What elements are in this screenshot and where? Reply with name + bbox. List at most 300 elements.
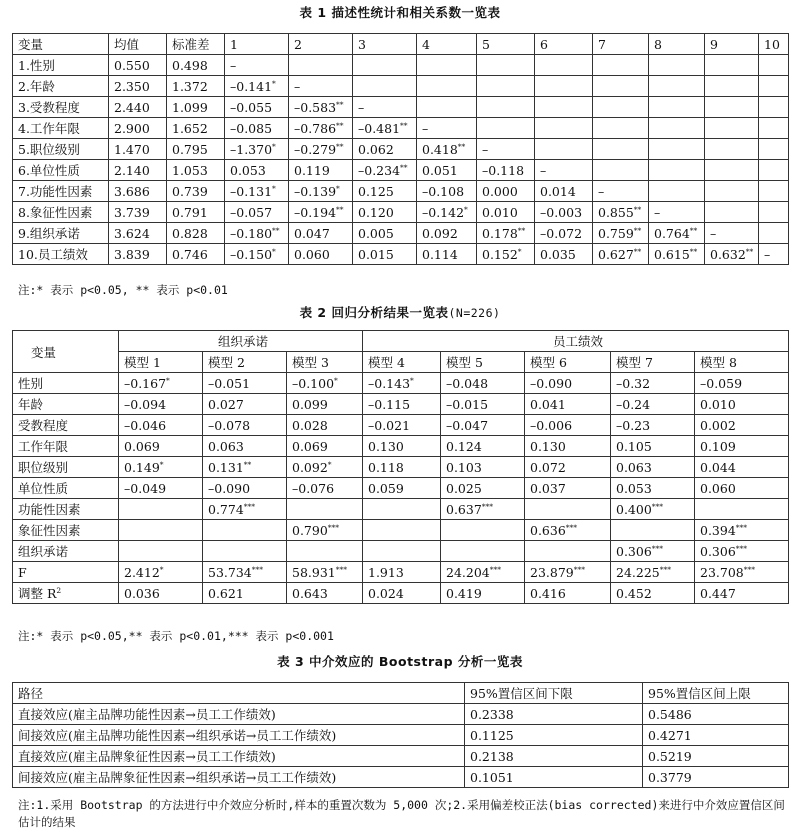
table-cell: 0.005 [353,223,417,244]
table-row [13,457,789,478]
table-cell: 0.418** [417,139,477,160]
table-cell: 1.372 [167,76,225,97]
table-row [13,725,789,746]
table-cell: –0.142* [417,202,477,223]
table-cell: – [649,202,705,223]
table1-note: 注:* 表示 p<0.05, ** 表示 p<0.01 [18,283,228,297]
table-cell [593,139,649,160]
group-header-performance: 员工绩效 [363,331,789,352]
significance-marker: ** [336,99,344,109]
significance-marker: * [464,204,468,214]
table-cell: –0.118 [477,160,535,181]
row-label: 6.单位性质 [13,160,109,181]
table-cell: 0.010 [477,202,535,223]
table-cell: 0.419 [441,583,525,604]
table-cell: 2.440 [109,97,167,118]
table-row [13,478,789,499]
table-cell: 0.394*** [695,520,789,541]
significance-marker: * [272,183,276,193]
table-cell [535,97,593,118]
table-cell: 0.109 [695,436,789,457]
table-cell: 0.028 [287,415,363,436]
table-cell: 0.010 [695,394,789,415]
table3-note: 注:1.采用 Bootstrap 的方法进行中介效应分析时,样本的重置次数为 5,000 次;2.采用偏差校正法(bias corrected)来进行中介效应置信区间估计的结果 [18,798,785,829]
table-cell: 0.452 [611,583,695,604]
table-cell [287,499,363,520]
table-cell: 0.416 [525,583,611,604]
table-cell: 0.118 [363,457,441,478]
table-cell: 0.152* [477,244,535,265]
significance-marker: ** [633,246,642,256]
table-cell: 3.739 [109,202,167,223]
significance-marker: *** [651,543,664,553]
table-cell: 0.795 [167,139,225,160]
table-cell: – [477,139,535,160]
table-row [13,436,789,457]
table-cell: 0.828 [167,223,225,244]
table-row [13,520,789,541]
table-cell: 3.839 [109,244,167,265]
table-cell: 0.615** [649,244,705,265]
table-cell: 0.051 [417,160,477,181]
table-cell: 0.000 [477,181,535,202]
table-cell [705,181,759,202]
significance-marker: ** [336,204,344,214]
table-cell [119,499,203,520]
model-header: 模型 6 [525,352,611,373]
table-cell [353,55,417,76]
significance-marker: *** [565,522,578,532]
significance-marker: *** [251,564,263,574]
table-cell: –0.481** [353,118,417,139]
table-cell [705,118,759,139]
table-cell: 0.041 [525,394,611,415]
column-header: 1 [225,34,289,55]
table-cell: 0.550 [109,55,167,76]
table-cell [353,76,417,97]
table-cell: – [759,244,789,265]
table-cell: –0.015 [441,394,525,415]
table-row [13,499,789,520]
table-cell: 0.063 [203,436,287,457]
table-cell: 0.037 [525,478,611,499]
descriptive-stats-table [12,33,789,265]
table-cell: 0.447 [695,583,789,604]
table2-note: 注:* 表示 p<0.05,** 表示 p<0.01,*** 表示 p<0.001 [18,629,334,643]
table-cell [649,76,705,97]
significance-marker: *** [327,522,340,532]
model-header: 模型 8 [695,352,789,373]
variable-header: 变量 [13,331,119,373]
column-header: 95%置信区间上限 [643,683,789,704]
table-cell: 0.092 [417,223,477,244]
table-cell: 0.400*** [611,499,695,520]
significance-marker: ** [689,225,698,235]
table-cell: 0.5219 [643,746,789,767]
table2-caption-title: 表 2 回归分析结果一览表 [299,305,449,320]
table-cell: 0.105 [611,436,695,457]
significance-marker: ** [272,225,280,235]
table-cell: 1.470 [109,139,167,160]
row-label: 象征性因素 [13,520,119,541]
table-cell: – [353,97,417,118]
table-cell: 0.025 [441,478,525,499]
path-label: 间接效应(雇主品牌功能性因素→组织承诺→员工工作绩效) [13,725,465,746]
table-cell: –0.006 [525,415,611,436]
table-cell: –0.32 [611,373,695,394]
table-cell: 0.053 [225,160,289,181]
table-cell: 0.746 [167,244,225,265]
table-cell [759,76,789,97]
table-cell: 0.120 [353,202,417,223]
table-cell: –1.370* [225,139,289,160]
significance-marker: * [327,459,332,469]
table-cell [593,160,649,181]
significance-marker: * [272,78,276,88]
table-header-row [13,331,789,352]
table-cell [535,76,593,97]
table-cell: –0.021 [363,415,441,436]
table-cell [759,202,789,223]
table-cell: 0.178** [477,223,535,244]
column-header: 3 [353,34,417,55]
row-label: 调整 $R^2$ [13,583,119,604]
column-header: 4 [417,34,477,55]
table-cell: –0.115 [363,394,441,415]
significance-marker: ** [243,459,252,469]
table-cell [119,541,203,562]
table-cell: –0.003 [535,202,593,223]
row-label: 8.象征性因素 [13,202,109,223]
table-cell: 0.059 [363,478,441,499]
table-cell: 0.131** [203,457,287,478]
table-header-row [13,34,789,55]
model-header-row [13,352,789,373]
table-row [13,541,789,562]
table-row [13,583,789,604]
table-cell: 0.125 [353,181,417,202]
significance-marker: * [272,246,276,256]
column-header: 95%置信区间下限 [465,683,643,704]
model-header: 模型 2 [203,352,287,373]
table-cell [759,55,789,76]
significance-marker: * [517,246,522,256]
table-cell [203,541,287,562]
table-cell [705,55,759,76]
table-cell: –0.094 [119,394,203,415]
table-row [13,76,789,97]
table-cell: 0.4271 [643,725,789,746]
table-cell: 23.708*** [695,562,789,583]
table-cell: 0.063 [611,457,695,478]
model-header: 模型 1 [119,352,203,373]
table-cell: 53.734*** [203,562,287,583]
significance-marker: ** [517,225,526,235]
table-cell: 0.044 [695,457,789,478]
table-cell: – [705,223,759,244]
table-cell [417,76,477,97]
table-cell: 2.900 [109,118,167,139]
row-label: 5.职位级别 [13,139,109,160]
table-row [13,160,789,181]
significance-marker: *** [243,501,256,511]
table-cell: 0.062 [353,139,417,160]
column-header: 9 [705,34,759,55]
significance-marker: * [336,183,340,193]
table-cell [535,118,593,139]
table-cell: –0.167* [119,373,203,394]
path-label: 直接效应(雇主品牌功能性因素→员工工作绩效) [13,704,465,725]
table-cell [441,541,525,562]
table-cell [441,520,525,541]
row-label: F [13,562,119,583]
row-label: 10.员工绩效 [13,244,109,265]
table-cell: 0.036 [119,583,203,604]
table-cell [593,76,649,97]
table-cell: 0.791 [167,202,225,223]
column-header: 8 [649,34,705,55]
path-label: 间接效应(雇主品牌象征性因素→组织承诺→员工工作绩效) [13,767,465,788]
table-header-row [13,683,789,704]
row-label: 工作年限 [13,436,119,457]
row-label: 9.组织承诺 [13,223,109,244]
column-header: 标准差 [167,34,225,55]
row-label: 年龄 [13,394,119,415]
column-header: 变量 [13,34,109,55]
table-row [13,55,789,76]
column-header: 5 [477,34,535,55]
table-cell: –0.072 [535,223,593,244]
significance-marker: *** [735,522,748,532]
table-cell: –0.150* [225,244,289,265]
table-cell: – [593,181,649,202]
significance-marker: ** [336,120,344,130]
table-cell [759,97,789,118]
table-cell [759,118,789,139]
column-header: 6 [535,34,593,55]
significance-marker: * [166,375,170,385]
model-header: 模型 3 [287,352,363,373]
row-label: 职位级别 [13,457,119,478]
table-cell: 58.931*** [287,562,363,583]
table-row [13,97,789,118]
table-cell: 0.306*** [695,541,789,562]
table-cell [477,76,535,97]
table-cell [649,97,705,118]
significance-marker: ** [336,141,344,151]
table-cell: –0.090 [203,478,287,499]
table-cell [759,223,789,244]
row-label: 4.工作年限 [13,118,109,139]
table-cell: 0.636*** [525,520,611,541]
table-cell: 0.637*** [441,499,525,520]
table-cell: 0.149* [119,457,203,478]
significance-marker: * [159,564,164,574]
column-header: 10 [759,34,789,55]
table-cell: –0.051 [203,373,287,394]
table-cell: 24.204*** [441,562,525,583]
table-cell [593,97,649,118]
table-cell: 1.913 [363,562,441,583]
column-header: 均值 [109,34,167,55]
column-header: 7 [593,34,649,55]
table-cell: 0.2338 [465,704,643,725]
table-cell: 3.624 [109,223,167,244]
significance-marker: ** [633,225,642,235]
table-cell: – [225,55,289,76]
significance-marker: ** [689,246,698,256]
table-cell: –0.24 [611,394,695,415]
significance-marker: *** [735,543,748,553]
table-cell: 0.069 [287,436,363,457]
row-label: 3.受教程度 [13,97,109,118]
table-cell: 0.1051 [465,767,643,788]
table-cell: –0.139* [289,181,353,202]
table-cell [705,202,759,223]
significance-marker: *** [743,564,755,574]
table-cell: –0.057 [225,202,289,223]
table-row [13,181,789,202]
table-cell: –0.078 [203,415,287,436]
significance-marker: * [159,459,164,469]
table-cell: –0.23 [611,415,695,436]
table-row [13,139,789,160]
table-cell: 0.024 [363,583,441,604]
table-cell [593,118,649,139]
significance-marker: *** [335,564,347,574]
table-cell [289,55,353,76]
table-cell [649,139,705,160]
table-cell [705,76,759,97]
table-cell: – [289,76,353,97]
group-header-commitment: 组织承诺 [119,331,363,352]
row-label: 功能性因素 [13,499,119,520]
table-cell: –0.046 [119,415,203,436]
column-header: 路径 [13,683,465,704]
row-label: 1.性别 [13,55,109,76]
table-cell: 0.047 [289,223,353,244]
table-cell [649,160,705,181]
significance-marker: *** [481,501,494,511]
table-cell [759,181,789,202]
table-cell: 2.350 [109,76,167,97]
table-cell: –0.143* [363,373,441,394]
row-label: 2.年龄 [13,76,109,97]
table-cell: 0.015 [353,244,417,265]
table-cell: 0.5486 [643,704,789,725]
model-header: 模型 7 [611,352,695,373]
significance-marker: ** [400,120,408,130]
table-row [13,767,789,788]
table-cell: –0.055 [225,97,289,118]
significance-marker: *** [651,501,664,511]
table-cell: 0.306*** [611,541,695,562]
table-cell: 0.627** [593,244,649,265]
significance-marker: ** [457,141,466,151]
table-cell: 0.124 [441,436,525,457]
table-cell: 23.879*** [525,562,611,583]
table-cell [535,139,593,160]
table-cell: 1.053 [167,160,225,181]
table-row [13,562,789,583]
table-cell [417,55,477,76]
table-cell: 24.225*** [611,562,695,583]
table-cell: 0.035 [535,244,593,265]
table-row [13,394,789,415]
significance-marker: *** [489,564,501,574]
table-cell [535,55,593,76]
table-cell: – [535,160,593,181]
table-cell: 0.498 [167,55,225,76]
table-row [13,202,789,223]
table-cell: –0.234** [353,160,417,181]
row-label: 7.功能性因素 [13,181,109,202]
table-cell: –0.049 [119,478,203,499]
table-cell: 0.2138 [465,746,643,767]
table-cell [705,160,759,181]
table-cell: 0.103 [441,457,525,478]
table-cell: –0.059 [695,373,789,394]
row-label: 单位性质 [13,478,119,499]
table-cell [525,499,611,520]
table-cell: 0.014 [535,181,593,202]
table2-caption [0,302,800,324]
table2-caption-n: (N=226) [448,306,501,320]
table-row [13,746,789,767]
table-cell [759,139,789,160]
significance-marker: ** [633,204,642,214]
table-row [13,244,789,265]
table1-caption: 表 1 描述性统计和相关系数一览表 [299,5,501,20]
superscript: 2 [56,585,62,595]
table-row [13,223,789,244]
model-header: 模型 5 [441,352,525,373]
table-cell [525,541,611,562]
table-cell [477,97,535,118]
table-cell: –0.141* [225,76,289,97]
table3-caption: 表 3 中介效应的 Bootstrap 分析一览表 [277,654,523,669]
table-cell: –0.108 [417,181,477,202]
table-row [13,118,789,139]
table-cell [363,541,441,562]
table-cell: 0.632** [705,244,759,265]
significance-marker: *** [573,564,585,574]
row-label: 性别 [13,373,119,394]
table-cell: 0.643 [287,583,363,604]
table-cell: –0.090 [525,373,611,394]
table-cell: 0.855** [593,202,649,223]
table-cell [477,118,535,139]
table-cell: 2.412* [119,562,203,583]
table-cell: 2.140 [109,160,167,181]
table-cell: 1.652 [167,118,225,139]
table-cell: 0.130 [363,436,441,457]
table-cell: 0.759** [593,223,649,244]
table-cell [705,97,759,118]
table-cell: 0.130 [525,436,611,457]
row-label: 组织承诺 [13,541,119,562]
table-cell: 0.099 [287,394,363,415]
significance-marker: ** [400,162,408,172]
table-cell [363,499,441,520]
table-cell: –0.048 [441,373,525,394]
path-label: 直接效应(雇主品牌象征性因素→员工工作绩效) [13,746,465,767]
table-cell: –0.076 [287,478,363,499]
table-cell: 1.099 [167,97,225,118]
bootstrap-table [12,682,789,788]
table-cell: –0.085 [225,118,289,139]
table-cell [417,97,477,118]
